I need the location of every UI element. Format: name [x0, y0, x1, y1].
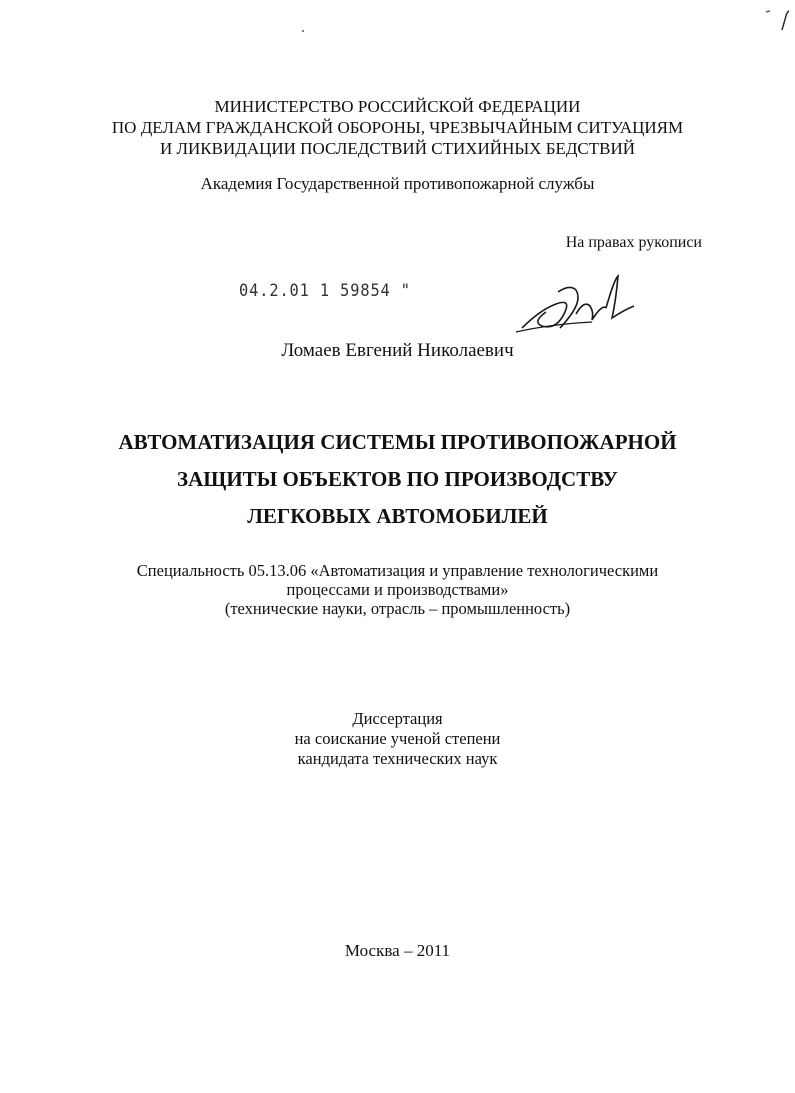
ministry-header [0, 96, 795, 159]
author-name: Ломаев Евгений Николаевич [281, 340, 514, 361]
dissertation-title [0, 424, 795, 535]
manuscript-rights-note: На правах рукописи [565, 234, 702, 251]
city-year: Москва – 2011 [344, 941, 451, 960]
academy-name: Академия Государственной противопожарной службы [200, 174, 595, 193]
title-line: ЗАЩИТЫ ОБЪЕКТОВ ПО ПРОИЗВОДСТВУ [177, 467, 618, 491]
corner-pen-mark-icon [760, 4, 792, 44]
specialty-line: Специальность 05.13.06 «Автоматизация и управление технологическими [136, 561, 659, 580]
registration-stamp: 04.2.01 1 59854 " [239, 281, 411, 301]
degree-line: Диссертация [352, 709, 443, 728]
ministry-line: И ЛИКВИДАЦИИ ПОСЛЕДСТВИЙ СТИХИЙНЫХ БЕДСТВИЙ [159, 139, 636, 158]
specialty-line: (технические науки, отрасль – промышленность) [224, 599, 571, 618]
specialty-line: процессами и производствами» [286, 580, 509, 599]
specialty-block [0, 561, 795, 618]
handwritten-signature-icon [512, 270, 642, 340]
title-line: ЛЕГКОВЫХ АВТОМОБИЛЕЙ [247, 504, 548, 528]
ministry-line: ПО ДЕЛАМ ГРАЖДАНСКОЙ ОБОРОНЫ, ЧРЕЗВЫЧАЙНЫМ СИТУАЦИЯМ [111, 118, 684, 137]
scan-speck [302, 30, 304, 32]
degree-line: кандидата технических наук [297, 749, 498, 768]
ministry-line: МИНИСТЕРСТВО РОССИЙСКОЙ ФЕДЕРАЦИИ [214, 97, 581, 116]
degree-block [0, 709, 795, 769]
degree-line: на соискание ученой степени [294, 729, 501, 748]
title-line: АВТОМАТИЗАЦИЯ СИСТЕМЫ ПРОТИВОПОЖАРНОЙ [118, 430, 677, 454]
